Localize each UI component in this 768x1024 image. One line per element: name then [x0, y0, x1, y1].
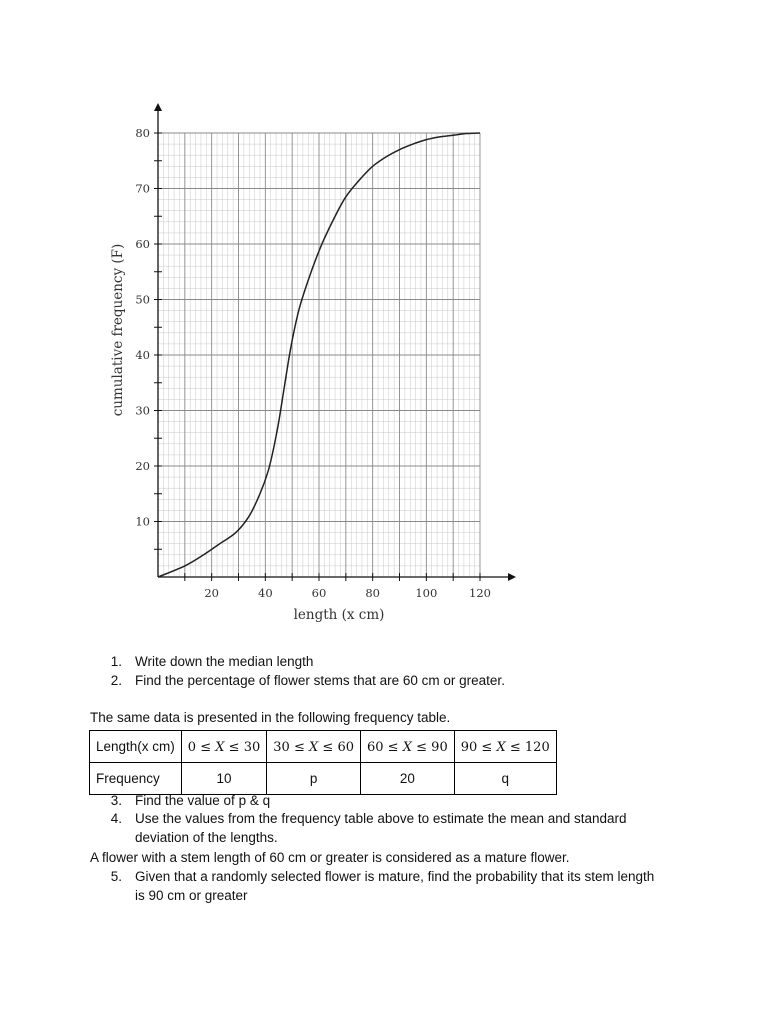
question-number: 4.: [110, 811, 122, 826]
mature-definition: A flower with a stem length of 60 cm or greater is considered as a mature flower.: [90, 850, 570, 865]
table-row: [90, 763, 557, 795]
frequency-table: [89, 730, 557, 795]
question-number: 1.: [110, 654, 122, 669]
y-tick-label: 20: [135, 459, 150, 473]
y-axis-arrow: [154, 103, 162, 111]
question-3: [100, 792, 720, 810]
question-text-line2: is 90 cm or greater: [135, 888, 248, 903]
x-tick-label: 40: [258, 586, 273, 600]
question-text: Find the value of p & q: [135, 793, 271, 808]
y-tick-label: 70: [135, 181, 150, 196]
interval-cell: 90 ≤ X ≤ 120: [454, 731, 556, 763]
x-axis-label: length (x cm): [293, 607, 385, 623]
x-tick-label: 100: [415, 586, 438, 600]
table-row-header: Length(x cm): [90, 731, 182, 763]
x-tick-label: 120: [469, 586, 491, 600]
x-tick-label: 80: [365, 586, 380, 600]
y-tick-label: 60: [135, 237, 150, 251]
y-tick-label: 40: [135, 348, 150, 362]
frequency-cell: p: [267, 763, 361, 795]
y-tick-label: 50: [135, 292, 150, 307]
question-text: Write down the median length: [135, 654, 314, 669]
x-axis-arrow: [508, 573, 516, 581]
question-1: [100, 653, 700, 671]
y-tick-label: 80: [135, 126, 150, 140]
y-tick-label: 10: [135, 514, 150, 529]
question-text: Find the percentage of flower stems that are 60 cm or greater.: [135, 673, 505, 688]
x-tick-label: 60: [311, 586, 327, 600]
question-2: [100, 672, 700, 690]
question-4: [100, 810, 720, 848]
frequency-cell: q: [454, 763, 556, 795]
table-row: [90, 731, 557, 763]
question-number: 5.: [110, 869, 122, 884]
table-row-header: Frequency: [90, 763, 182, 795]
question-text-line2: deviation of the lengths.: [135, 830, 278, 845]
y-axis-label: cumulative frequency (F): [110, 243, 126, 417]
table-intro: The same data is presented in the following frequency table.: [90, 710, 451, 725]
frequency-cell: 20: [360, 763, 454, 795]
y-tick-label: 30: [135, 403, 150, 418]
interval-cell: 30 ≤ X ≤ 60: [267, 731, 361, 763]
frequency-cell: 10: [181, 763, 266, 795]
x-tick-label: 20: [204, 586, 219, 600]
interval-cell: 60 ≤ X ≤ 90: [360, 731, 454, 763]
question-5: [100, 868, 720, 906]
question-number: 3.: [110, 793, 122, 808]
cumulative-frequency-chart: [100, 95, 540, 650]
question-text-line1: Use the values from the frequency table above to estimate the mean and standard: [135, 811, 627, 826]
question-text-line1: Given that a randomly selected flower is mature, find the probability that its stem length: [135, 869, 655, 884]
question-number: 2.: [110, 673, 122, 688]
interval-cell: 0 ≤ X ≤ 30: [181, 731, 266, 763]
